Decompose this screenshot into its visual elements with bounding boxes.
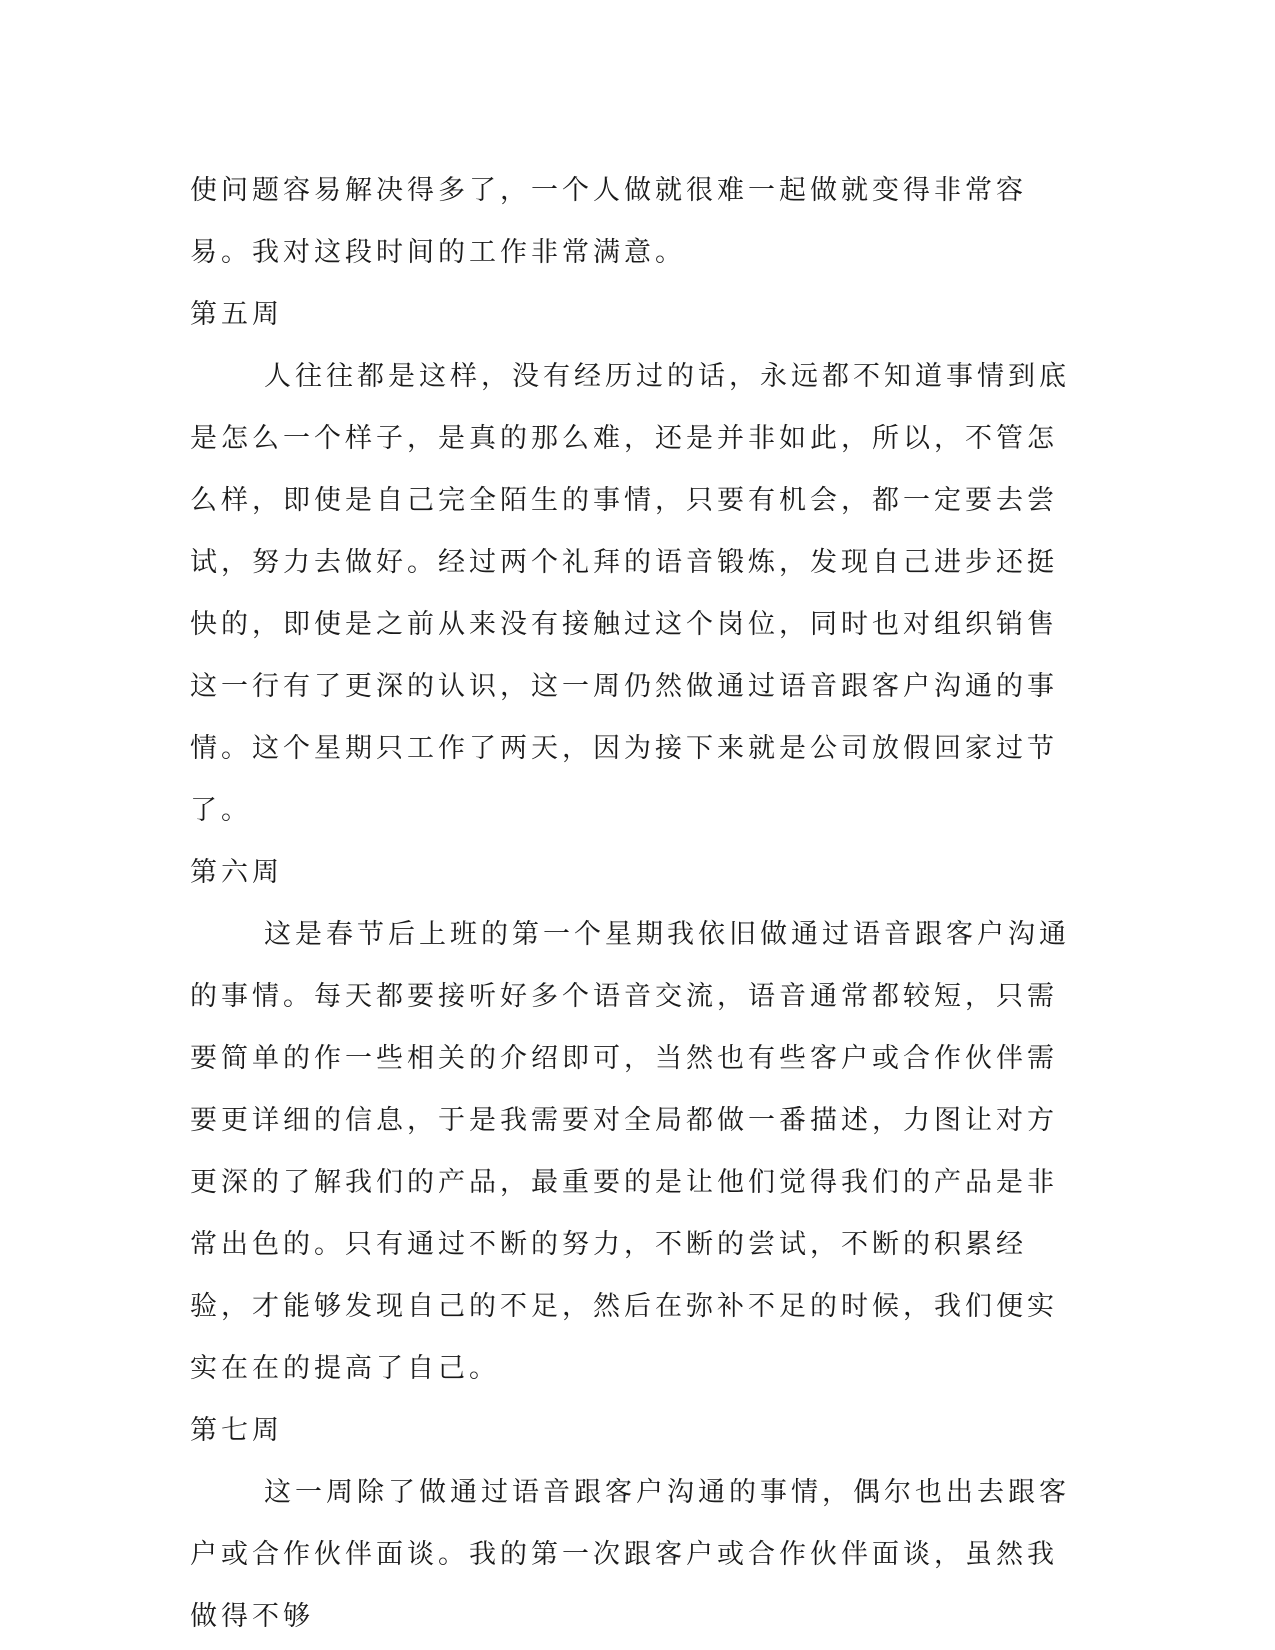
paragraph-week-6: 这是春节后上班的第一个星期我依旧做通过语音跟客户沟通的事情。每天都要接听好多个语音交流，语音通常都较短，只需要简单的作一些相关的介绍即可，当然也有些客户或合作伙伴需要更详细的信息，于是我需要对全局都做一番描述，力图让对方更深的了解我们的产品，最重要的是让他们觉得我们的产品是非常出色的。只有通过不断的努力，不断的尝试，不断的积累经验，才能够发现自己的不足，然后在弥补不足的时候，我们便实实在在的提高了自己。 <box>190 919 1070 1384</box>
section-heading-week-6: 第六周 <box>190 857 283 888</box>
paragraph-week-7: 这一周除了做通过语音跟客户沟通的事情，偶尔也出去跟客户或合作伙伴面谈。我的第一次跟客户或合作伙伴面谈，虽然我做得不够 <box>190 1477 1070 1632</box>
paragraph-week-5: 人往往都是这样，没有经历过的话，永远都不知道事情到底是怎么一个样子，是真的那么难，还是并非如此，所以，不管怎么样，即使是自己完全陌生的事情，只要有机会，都一定要去尝试，努力去做好。经过两个礼拜的语音锻炼，发现自己进步还挺快的，即使是之前从来没有接触过这个岗位，同时也对组织销售这一行有了更深的认识，这一周仍然做通过语音跟客户沟通的事情。这个星期只工作了两天，因为接下来就是公司放假回家过节了。 <box>190 361 1070 826</box>
paragraph-continuation: 使问题容易解决得多了，一个人做就很难一起做就变得非常容易。我对这段时间的工作非常满意。 <box>190 175 1027 268</box>
section-heading-week-5: 第五周 <box>190 299 283 330</box>
document-body <box>190 160 1070 1648</box>
section-heading-week-7: 第七周 <box>190 1415 283 1446</box>
